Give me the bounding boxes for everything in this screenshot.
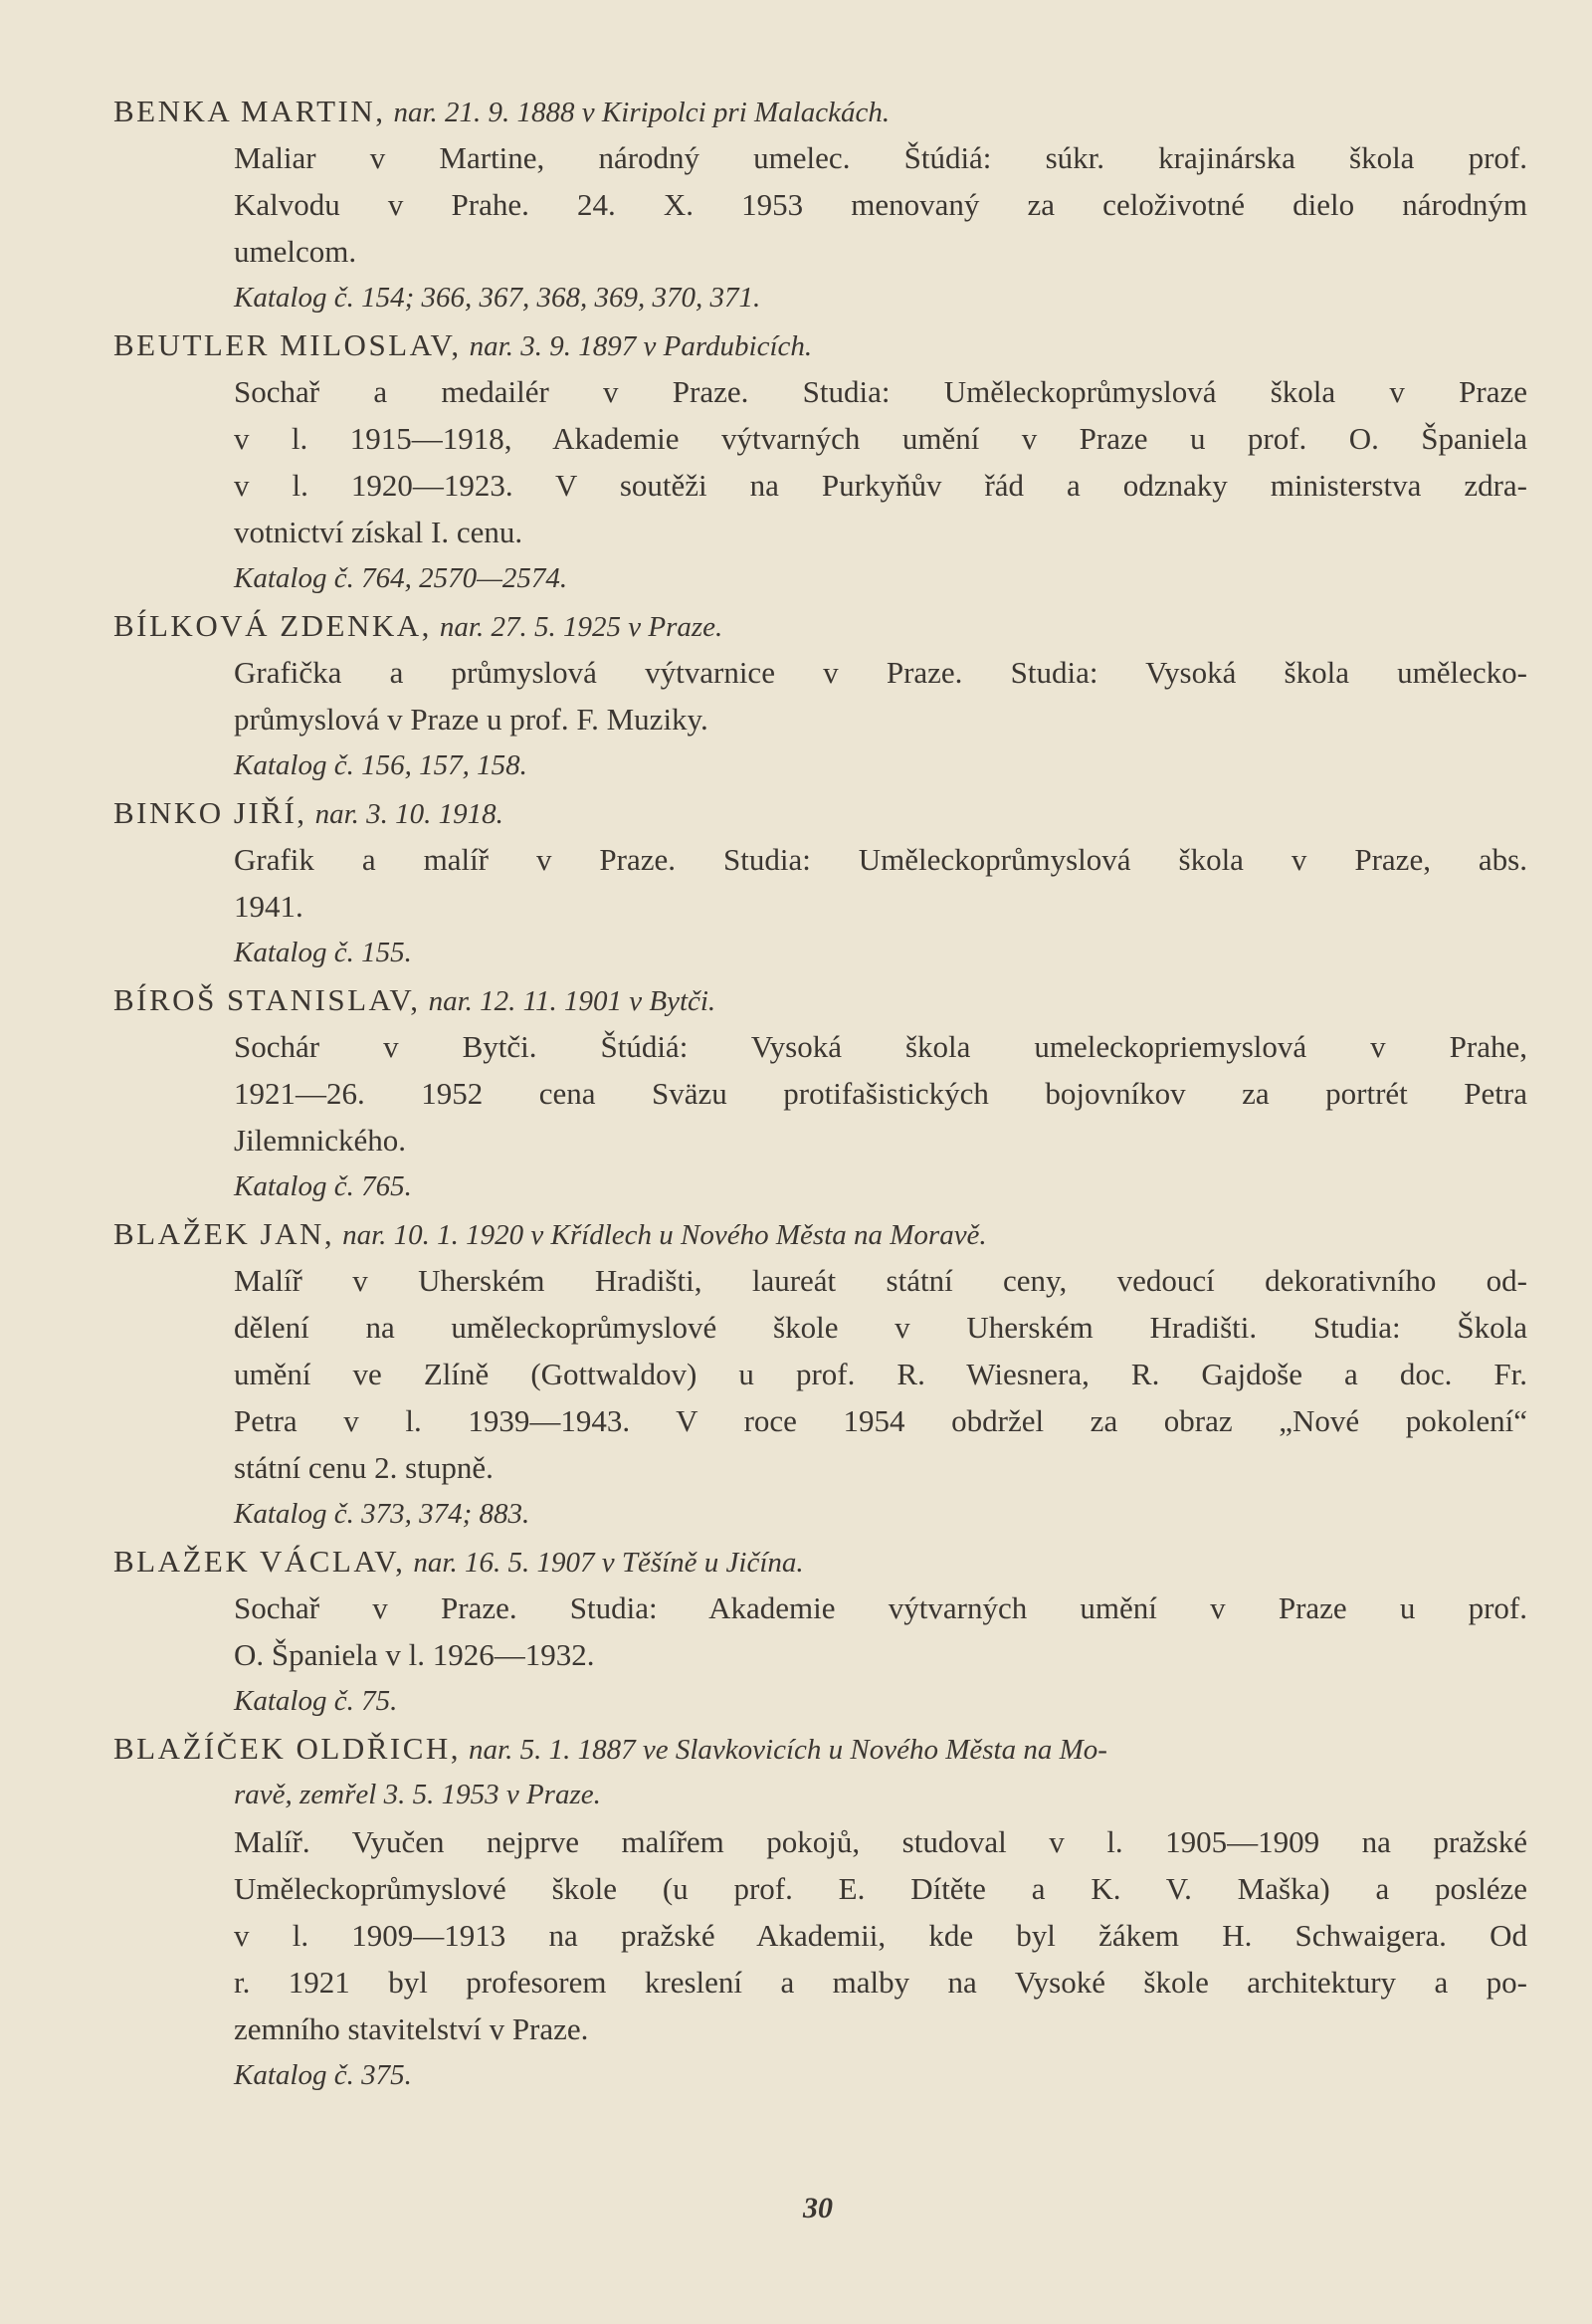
biography-line: 1921—26. 1952 cena Sväzu protifašistických bojovníkov za portrét Petra bbox=[234, 1076, 1527, 1111]
entry bbox=[0, 1538, 1592, 1725]
biography-line: v l. 1915—1918, Akademie výtvarných umění v Praze u prof. O. Španiela bbox=[234, 421, 1527, 456]
biography-line: Malíř. Vyučen nejprve malířem pokojů, studoval v l. 1905—1909 na pražské bbox=[234, 1824, 1527, 1859]
entry bbox=[0, 1725, 1592, 2099]
biography-line: r. 1921 byl profesorem kreslení a malby na Vysoké škole architektury a po- bbox=[234, 1965, 1527, 2000]
birth-info: nar. 10. 1. 1920 v Křídlech u Nového Města na Moravě. bbox=[342, 1219, 987, 1251]
entry bbox=[0, 976, 1592, 1210]
biography-line: Sochař a medailér v Praze. Studia: Uměleckoprůmyslová škola v Praze bbox=[234, 374, 1527, 409]
entry bbox=[0, 321, 1592, 602]
biography-line: Sochár v Bytči. Štúdiá: Vysoká škola umeleckopriemyslová v Prahe, bbox=[234, 1029, 1527, 1064]
entry bbox=[0, 1210, 1592, 1538]
biography-line: státní cenu 2. stupně. bbox=[234, 1450, 494, 1485]
birth-info: nar. 5. 1. 1887 ve Slavkovicích u Nového Města na Mo- bbox=[469, 1734, 1107, 1766]
catalog-reference: Katalog č. 154; 366, 367, 368, 369, 370, 371. bbox=[234, 282, 761, 314]
catalog-reference: Katalog č. 764, 2570—2574. bbox=[234, 562, 568, 594]
artist-name: BLAŽEK JAN, bbox=[113, 1216, 335, 1251]
artist-name: BÍLKOVÁ ZDENKA, bbox=[113, 608, 432, 643]
artist-name: BENKA MARTIN, bbox=[113, 94, 386, 128]
biography-line: Jilemnického. bbox=[234, 1123, 407, 1158]
entry-heading bbox=[0, 976, 1527, 1023]
biography-line: umelcom. bbox=[234, 234, 357, 269]
biography-line: dělení na uměleckoprůmyslové škole v Uherském Hradišti. Studia: Škola bbox=[234, 1310, 1527, 1345]
birth-info: nar. 27. 5. 1925 v Praze. bbox=[439, 611, 723, 643]
biography-line: votnictví získal I. cenu. bbox=[234, 515, 523, 549]
biography-line: O. Španiela v l. 1926—1932. bbox=[234, 1637, 595, 1672]
birth-info: nar. 16. 5. 1907 v Těšíně u Jičína. bbox=[413, 1547, 804, 1579]
page-number: 30 bbox=[803, 2192, 833, 2224]
document-page bbox=[0, 88, 1592, 2099]
catalog-reference: Katalog č. 75. bbox=[234, 1685, 398, 1717]
entry-heading bbox=[0, 789, 1527, 836]
catalog-reference: Katalog č. 375. bbox=[234, 2059, 412, 2091]
biography-line: Kalvodu v Prahe. 24. X. 1953 menovaný za celoživotné dielo národným bbox=[234, 187, 1527, 222]
biography-line: Maliar v Martine, národný umelec. Štúdiá: súkr. krajinárska škola prof. bbox=[234, 140, 1527, 175]
biography-line: zemního stavitelství v Praze. bbox=[234, 2011, 589, 2046]
biography-line: Sochař v Praze. Studia: Akademie výtvarných umění v Praze u prof. bbox=[234, 1590, 1527, 1625]
biography-line: průmyslová v Praze u prof. F. Muziky. bbox=[234, 702, 708, 737]
birth-info: nar. 21. 9. 1888 v Kiripolci pri Malackách. bbox=[393, 97, 891, 128]
catalog-reference: Katalog č. 765. bbox=[234, 1170, 412, 1202]
biography-line: Petra v l. 1939—1943. V roce 1954 obdržel za obraz „Nové pokolení“ bbox=[234, 1403, 1527, 1438]
catalog-reference: Katalog č. 156, 157, 158. bbox=[234, 749, 527, 781]
entry-heading bbox=[0, 88, 1527, 134]
entry-heading bbox=[0, 1538, 1527, 1585]
artist-name: BINKO JIŘÍ, bbox=[113, 795, 307, 830]
entry-heading bbox=[0, 1210, 1527, 1257]
artist-name: BEUTLER MILOSLAV, bbox=[113, 327, 462, 362]
biography-line: Grafička a průmyslová výtvarnice v Praze. Studia: Vysoká škola umělecko- bbox=[234, 655, 1527, 690]
catalog-reference: Katalog č. 373, 374; 883. bbox=[234, 1498, 530, 1530]
birth-info-continued: ravě, zemřel 3. 5. 1953 v Praze. bbox=[234, 1779, 601, 1810]
entry bbox=[0, 602, 1592, 789]
entry-heading bbox=[0, 1725, 1527, 1772]
biography-line: Uměleckoprůmyslové škole (u prof. E. Dítěte a K. V. Maška) a posléze bbox=[234, 1871, 1527, 1906]
biography-line: 1941. bbox=[234, 889, 303, 924]
entry-heading bbox=[0, 321, 1527, 368]
biography-line: v l. 1920—1923. V soutěži na Purkyňův řád a odznaky ministerstva zdra- bbox=[234, 468, 1527, 503]
entry bbox=[0, 88, 1592, 321]
entry bbox=[0, 789, 1592, 976]
artist-name: BÍROŠ STANISLAV, bbox=[113, 982, 421, 1017]
birth-info: nar. 12. 11. 1901 v Bytči. bbox=[428, 985, 716, 1017]
artist-name: BLAŽÍČEK OLDŘICH, bbox=[113, 1731, 462, 1766]
catalog-reference: Katalog č. 155. bbox=[234, 937, 412, 968]
biography-line: Malíř v Uherském Hradišti, laureát státní ceny, vedoucí dekorativního od- bbox=[234, 1263, 1527, 1298]
entry-heading bbox=[0, 602, 1527, 649]
biography-line: Grafik a malíř v Praze. Studia: Uměleckoprůmyslová škola v Praze, abs. bbox=[234, 842, 1527, 877]
birth-info: nar. 3. 9. 1897 v Pardubicích. bbox=[469, 330, 813, 362]
biography-line: v l. 1909—1913 na pražské Akademii, kde byl žákem H. Schwaigera. Od bbox=[234, 1918, 1527, 1953]
biography-line: umění ve Zlíně (Gottwaldov) u prof. R. Wiesnera, R. Gajdoše a doc. Fr. bbox=[234, 1357, 1527, 1391]
birth-info: nar. 3. 10. 1918. bbox=[314, 798, 503, 830]
artist-name: BLAŽEK VÁCLAV, bbox=[113, 1544, 406, 1579]
